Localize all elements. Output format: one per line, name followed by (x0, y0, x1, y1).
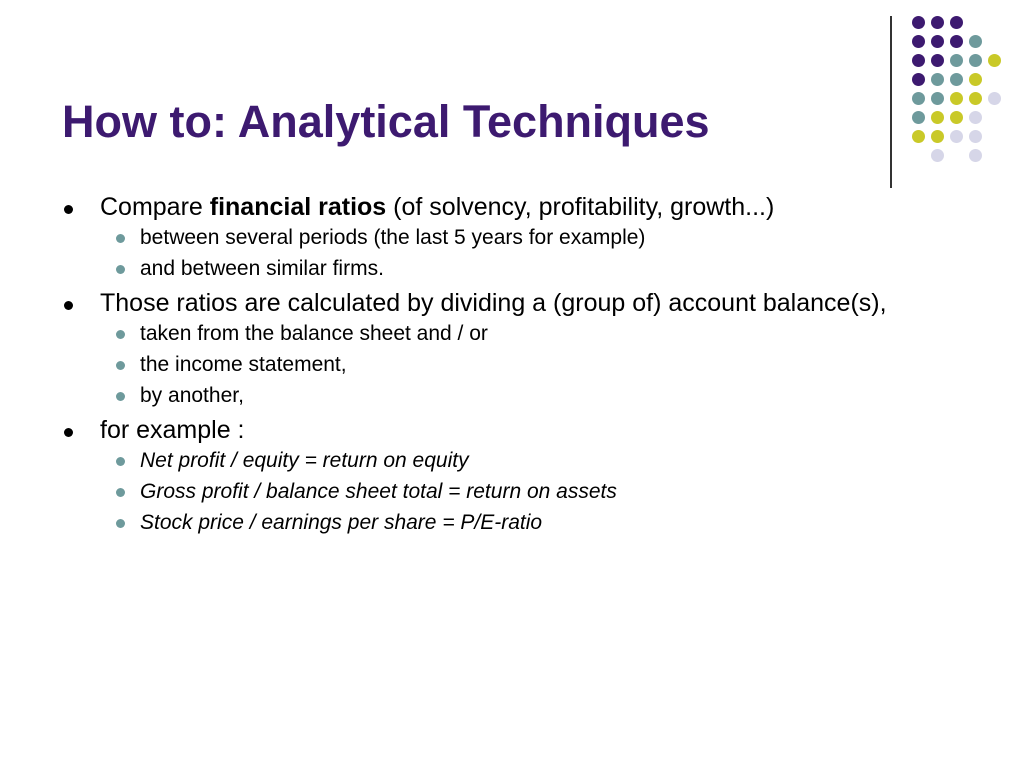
sub-bullet-text: by another, (140, 384, 244, 407)
dot (969, 111, 982, 124)
sub-bullet-list (100, 226, 892, 280)
sub-bullet-dot-icon (116, 488, 125, 497)
dot (950, 16, 963, 29)
dot (969, 35, 982, 48)
sub-bullet-dot-icon (116, 519, 125, 528)
dot (988, 92, 1001, 105)
sub-bullet-list (100, 449, 892, 534)
dot (931, 73, 944, 86)
sub-bullet-text: Gross profit / balance sheet total = return on assets (140, 480, 617, 503)
sub-bullet-item (100, 257, 892, 280)
bullet-text-bold: financial ratios (209, 193, 387, 221)
sub-bullet-text: taken from the balance sheet and / or (140, 322, 488, 345)
dot (912, 92, 925, 105)
dot (931, 35, 944, 48)
dot (912, 35, 925, 48)
dot (950, 73, 963, 86)
bullet-text: Those ratios are calculated by dividing a (group of) account balance(s), (100, 289, 887, 317)
sub-bullet-text: and between similar firms. (140, 257, 384, 280)
sub-bullet-item (100, 384, 892, 407)
slide-title: How to: Analytical Techniques (62, 96, 710, 147)
dot (950, 35, 963, 48)
bullet-dot-icon (64, 428, 73, 437)
bullet-item (62, 291, 892, 407)
dot (950, 54, 963, 67)
bullet-text-pre: Compare (100, 193, 210, 221)
dot (950, 111, 963, 124)
sub-bullet-text: between several periods (the last 5 years for example) (140, 226, 646, 249)
sub-bullet-item (100, 511, 892, 534)
dot (912, 73, 925, 86)
sub-bullet-dot-icon (116, 361, 125, 370)
sub-bullet-dot-icon (116, 392, 125, 401)
dot (931, 16, 944, 29)
sub-bullet-item (100, 322, 892, 345)
bullet-item (62, 195, 892, 280)
dot (912, 16, 925, 29)
dot (969, 54, 982, 67)
dot (912, 54, 925, 67)
dot (931, 111, 944, 124)
bullet-dot-icon (64, 301, 73, 310)
dot (931, 54, 944, 67)
sub-bullet-text: the income statement, (140, 353, 347, 376)
sub-bullet-item (100, 226, 892, 249)
sub-bullet-list (100, 322, 892, 407)
dot (931, 92, 944, 105)
sub-bullet-dot-icon (116, 457, 125, 466)
bullet-list (62, 195, 892, 534)
bullet-item (62, 418, 892, 534)
dot (912, 111, 925, 124)
sub-bullet-dot-icon (116, 234, 125, 243)
sub-bullet-dot-icon (116, 265, 125, 274)
bullet-dot-icon (64, 205, 73, 214)
dot (950, 130, 963, 143)
sub-bullet-text: Stock price / earnings per share = P/E-ratio (140, 511, 543, 534)
dot (950, 92, 963, 105)
vertical-divider (890, 16, 892, 188)
bullet-text: for example : (100, 416, 245, 444)
sub-bullet-item (100, 480, 892, 503)
dot (931, 130, 944, 143)
sub-bullet-text: Net profit / equity = return on equity (140, 449, 469, 472)
bullet-text-post: (of solvency, profitability, growth...) (386, 193, 775, 221)
sub-bullet-item (100, 449, 892, 472)
dot (969, 92, 982, 105)
dot (988, 54, 1001, 67)
dot (969, 73, 982, 86)
dot (912, 130, 925, 143)
dot (969, 149, 982, 162)
dot (931, 149, 944, 162)
sub-bullet-dot-icon (116, 330, 125, 339)
dot (969, 130, 982, 143)
sub-bullet-item (100, 353, 892, 376)
